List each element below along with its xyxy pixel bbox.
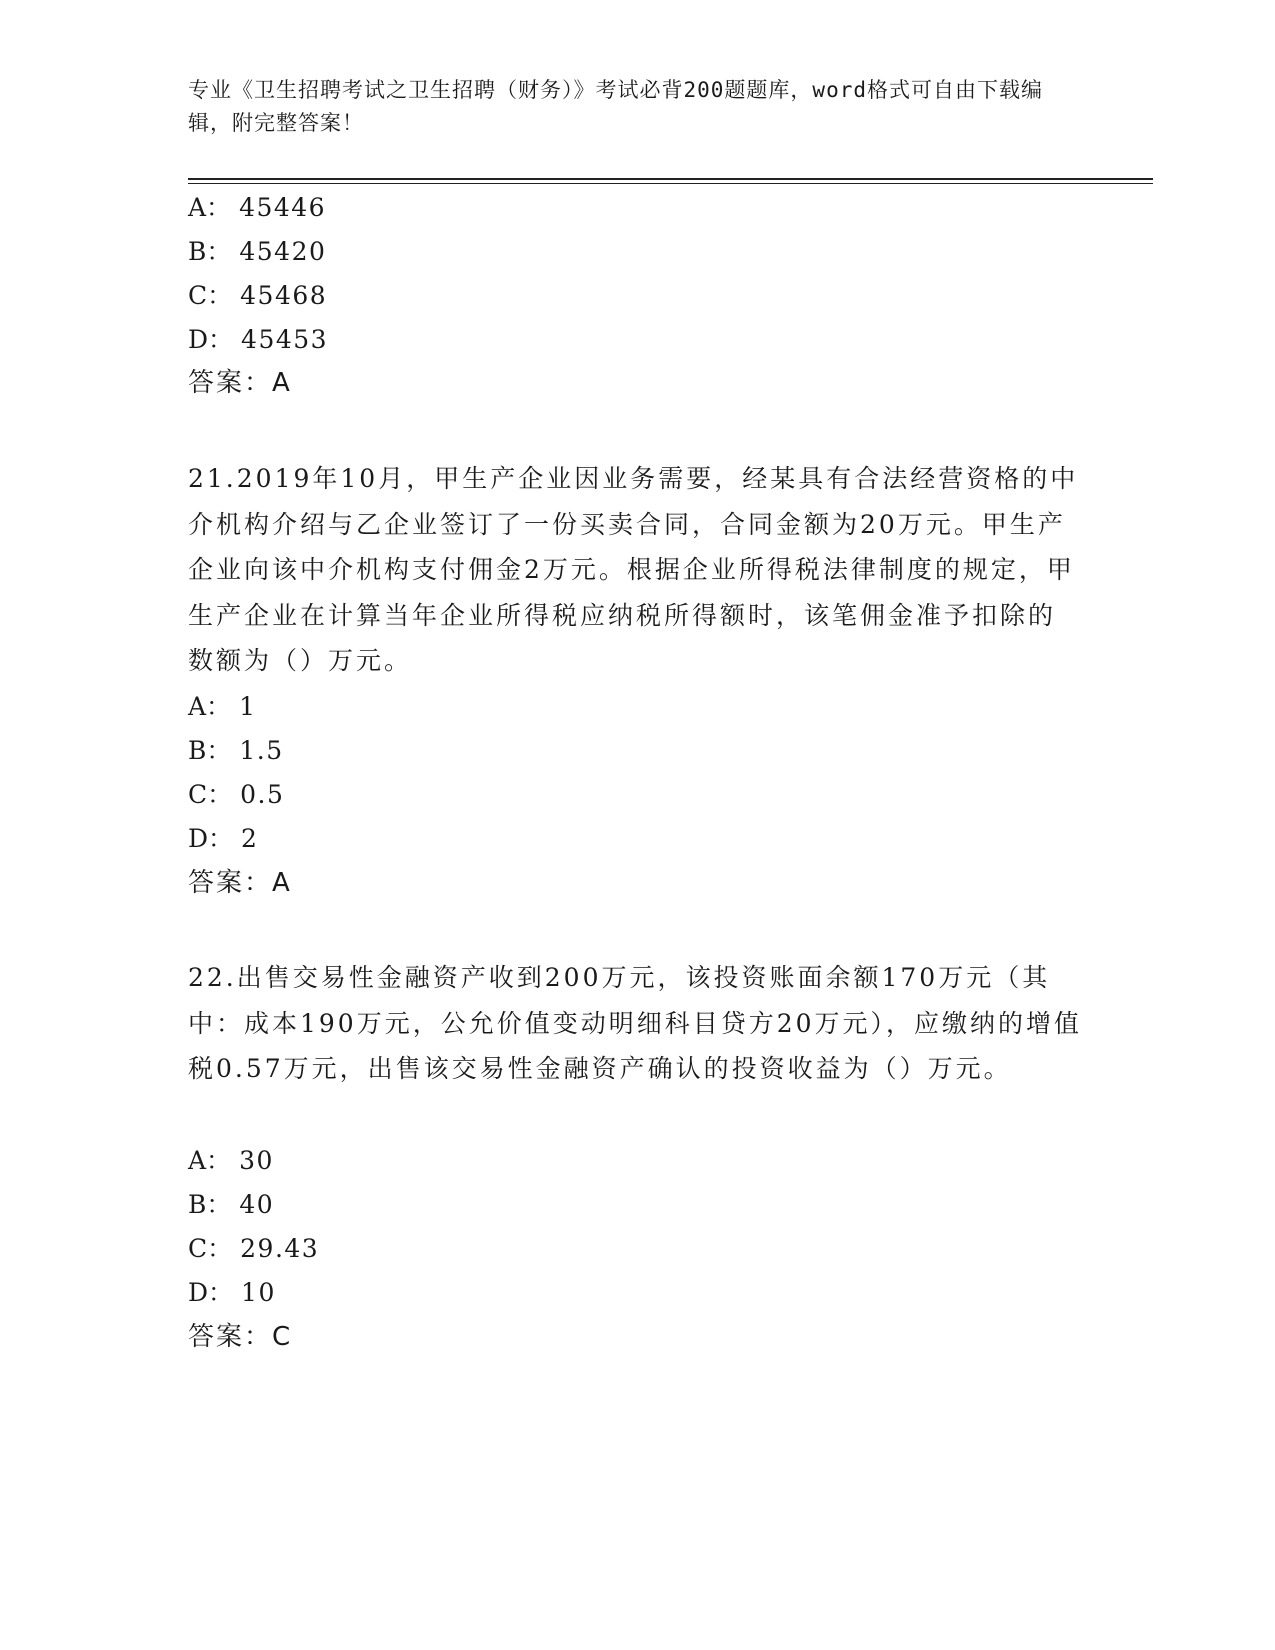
header-divider-thin: [188, 183, 1153, 184]
option-c: C： 0.5: [188, 780, 285, 809]
option-d: D： 2: [188, 824, 259, 853]
header-divider-thick: [188, 178, 1153, 180]
question-21-text: 21.2019年10月，甲生产企业因业务需要，经某具有合法经营资格的中介机构介绍与乙企业签订了一份买卖合同，合同金额为20万元。甲生产企业向该中介机构支付佣金2万元。根据企业所得税法律制度的规定，甲生产企业在计算当年企业所得税应纳税所得额时，该笔佣金准予扣除的数额为（）万元。: [188, 464, 1079, 675]
answer-line: 答案：A: [188, 368, 292, 398]
option-c: C： 29.43: [188, 1234, 320, 1263]
answer-line: 答案：C: [188, 1322, 293, 1352]
document-header: 专业《卫生招聘考试之卫生招聘（财务）》考试必背200题题库，word格式可自由下载编辑，附完整答案！: [188, 78, 1043, 135]
option-c: C： 45468: [188, 281, 328, 310]
option-d: D： 10: [188, 1278, 276, 1307]
option-a: A： 30: [188, 1146, 274, 1175]
question-22-text: 22.出售交易性金融资产收到200万元，该投资账面余额170万元（其中：成本190万元，公允价值变动明细科目贷方20万元），应缴纳的增值税0.57万元，出售该交易性金融资产确认的投资收益为（）万元。: [188, 963, 1083, 1083]
option-b: B： 45420: [188, 237, 327, 266]
option-b: B： 40: [188, 1190, 275, 1219]
option-b: B： 1.5: [188, 736, 284, 765]
answer-line: 答案：A: [188, 868, 292, 898]
option-d: D： 45453: [188, 325, 329, 354]
option-a: A： 45446: [188, 193, 327, 222]
option-a: A： 1: [188, 692, 257, 721]
